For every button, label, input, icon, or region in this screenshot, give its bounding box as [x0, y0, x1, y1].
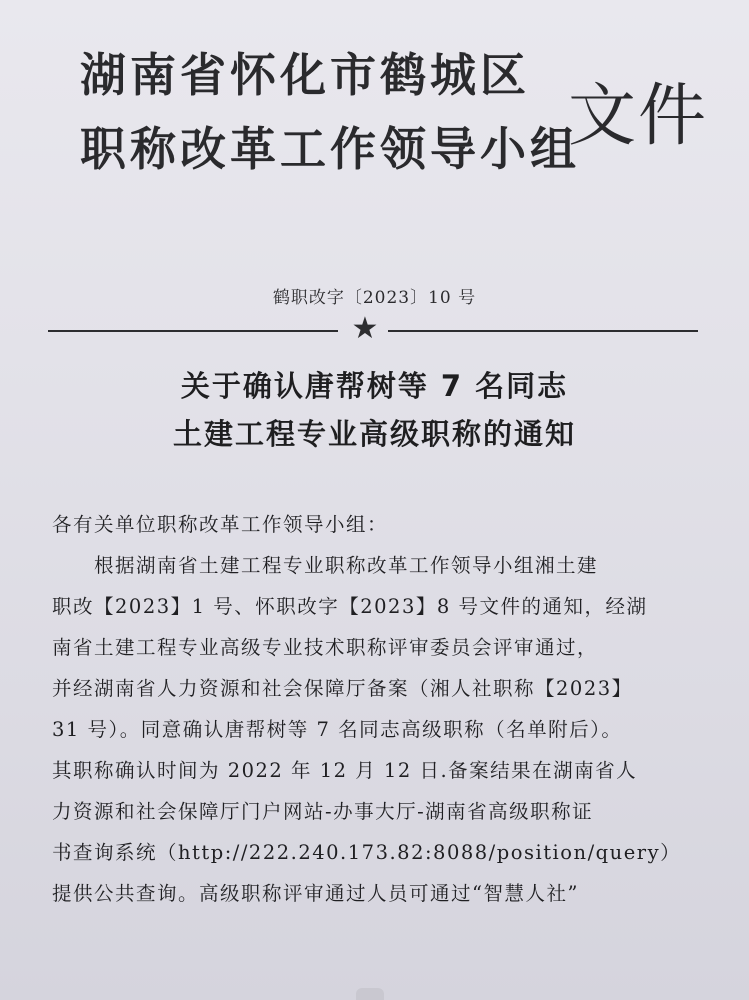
- body-line: 根据湖南省土建工程专业职称改革工作领导小组湘土建: [94, 554, 599, 577]
- body-line: 并经湖南省人力资源和社会保障厅备案（湘人社职称【2023】: [52, 677, 633, 700]
- separator-line-right: [388, 330, 698, 332]
- issuer-line-2: 职称改革工作领导小组: [80, 122, 580, 176]
- document-type-label: 文件: [568, 77, 709, 156]
- document-number: 鹤职改字〔2023〕10 号: [272, 288, 477, 308]
- issuer-name: [80, 38, 580, 186]
- document-title: [0, 362, 749, 458]
- body-line: 书查询系统（http://222.240.173.82:8088/position/query）: [52, 841, 682, 864]
- header-separator: [48, 311, 698, 348]
- body-line: 31 号）。同意确认唐帮树等 7 名同志高级职称（名单附后）。: [52, 718, 623, 741]
- salutation: 各有关单位职称改革工作领导小组：: [52, 513, 389, 536]
- separator-line-left: [48, 330, 338, 332]
- star-icon: ★: [351, 311, 379, 346]
- issuer-line-1: 湖南省怀化市鹤城区: [80, 48, 530, 102]
- body-line: 力资源和社会保障厅门户网站-办事大厅-湖南省高级职称证: [52, 800, 594, 823]
- title-line-1: 关于确认唐帮树等 7 名同志: [180, 369, 569, 403]
- body-line: 提供公共查询。高级职称评审通过人员可通过“智慧人社”: [52, 882, 579, 905]
- document-body: [52, 504, 682, 914]
- body-line: 南省土建工程专业高级专业技术职称评审委员会评审通过，: [52, 636, 599, 659]
- body-line: 职改【2023】1 号、怀职改字【2023】8 号文件的通知，经湖: [52, 595, 648, 618]
- page-edge-mark: [356, 988, 384, 1000]
- title-line-2: 土建工程专业高级职称的通知: [172, 417, 576, 451]
- body-line: 其职称确认时间为 2022 年 12 月 12 日.备案结果在湖南省人: [52, 759, 638, 782]
